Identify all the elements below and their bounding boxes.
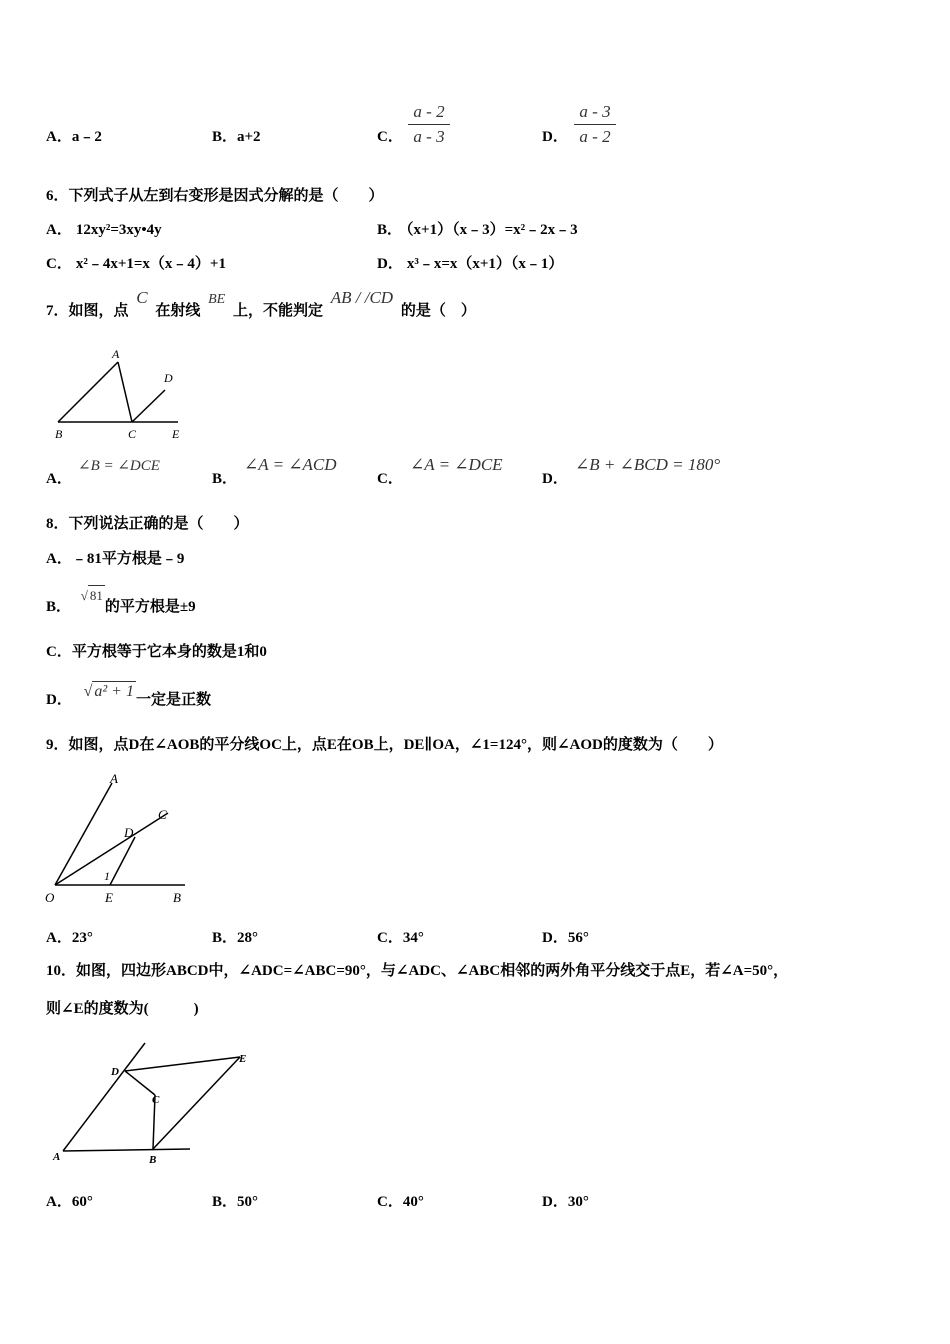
q10-option-a: A．60° bbox=[46, 1194, 93, 1210]
q10-stem-line-2: 则∠E的度数为( ) bbox=[46, 1001, 199, 1017]
q8-option-b: B． √ 81的平方根是±9 bbox=[46, 596, 196, 617]
q5-option-c-numerator: a - 2 bbox=[413, 102, 445, 121]
q6-option-a: A． 12xy²=3xy•4y bbox=[46, 222, 162, 238]
q8-option-d-sqrt: √ a² + 1 bbox=[83, 683, 134, 700]
q10-fig-label-b: B bbox=[149, 1154, 157, 1166]
q9-fig-label-c: C bbox=[158, 807, 167, 822]
q8-stem: 8．下列说法正确的是（ ） bbox=[46, 516, 249, 532]
q7-option-d-label: D． bbox=[542, 471, 568, 487]
q5-option-d-denominator: a - 2 bbox=[579, 127, 611, 146]
q7-option-d: ∠B + ∠BCD = 180° bbox=[575, 455, 721, 474]
q9-option-a: A．23° bbox=[46, 930, 93, 946]
q7-fig-label-b: B bbox=[55, 427, 63, 441]
q7-option-c-label: C． bbox=[377, 471, 403, 487]
q7-option-a: ∠B = ∠DCE bbox=[78, 458, 160, 474]
q5-option-b: B．a+2 bbox=[212, 129, 261, 145]
q9-fig-label-b: B bbox=[173, 890, 181, 905]
q9-fig-label-o: O bbox=[45, 890, 55, 905]
q9-option-d: D．56° bbox=[542, 930, 589, 946]
q5-option-d-numerator: a - 3 bbox=[579, 102, 611, 121]
q7-fig-label-d: D bbox=[164, 371, 173, 385]
q6-stem: 6．下列式子从左到右变形是因式分解的是（ ） bbox=[46, 188, 384, 204]
q7-option-b-label: B． bbox=[212, 471, 238, 487]
q8-option-d: D． √ a² + 1 一定是正数 bbox=[46, 683, 211, 708]
q9-stem: 9．如图，点D在∠AOB的平分线OC上，点E在OB上，DE∥OA，∠1=124°，则∠AOD的度数为（ ） bbox=[46, 737, 723, 753]
q6-option-b: B． （x+1）（x﹣3）=x²﹣2x﹣3 bbox=[377, 222, 578, 238]
q7-fig-label-c: C bbox=[128, 427, 137, 441]
q10-fig-label-d: D bbox=[111, 1066, 119, 1078]
q9-fig-label-e: E bbox=[105, 890, 113, 905]
q10-stem-line-1: 10．如图，四边形ABCD中，∠ADC=∠ABC=90°，与∠ADC、∠ABC相邻的两外角平分线交于点E，若∠A=50°， bbox=[46, 963, 789, 979]
q9-option-b: B．28° bbox=[212, 930, 259, 946]
q7-option-c: ∠A = ∠DCE bbox=[410, 455, 503, 474]
q7-ray-be: BE bbox=[208, 292, 226, 307]
q5-option-d-label: D． bbox=[542, 129, 568, 145]
q6-option-c: C． x²﹣4x+1=x（x﹣4）+1 bbox=[46, 256, 226, 272]
q8-option-a: A．﹣81平方根是﹣9 bbox=[46, 551, 185, 567]
q10-fig-label-a: A bbox=[53, 1151, 61, 1163]
q5-option-c-label: C． bbox=[377, 129, 403, 145]
q7-parallel-expr: AB / /CD bbox=[330, 288, 394, 307]
q5-option-d-fraction bbox=[574, 101, 616, 148]
q10-figure bbox=[45, 1035, 260, 1170]
q9-fig-label-d: D bbox=[124, 825, 134, 840]
q10-fig-label-e: E bbox=[239, 1053, 247, 1065]
q9-figure bbox=[40, 765, 200, 910]
q6-option-d: D． x³﹣x=x（x+1）（x﹣1） bbox=[377, 256, 564, 272]
q10-fig-label-c: C bbox=[152, 1094, 160, 1106]
q8-option-b-sqrt: √ 81 bbox=[81, 585, 105, 606]
q10-option-b: B．50° bbox=[212, 1194, 259, 1210]
q10-option-d: D．30° bbox=[542, 1194, 589, 1210]
q9-fig-label-a: A bbox=[110, 771, 118, 786]
q5-option-c-denominator: a - 3 bbox=[413, 127, 445, 146]
q7-figure bbox=[50, 340, 200, 445]
q8-option-c: C．平方根等于它本身的数是1和0 bbox=[46, 644, 267, 660]
q7-point-c: C bbox=[136, 288, 148, 307]
q7-fig-label-a: A bbox=[112, 347, 120, 361]
q7-fig-label-e: E bbox=[172, 427, 180, 441]
q9-fig-label-1: 1 bbox=[104, 869, 110, 883]
q7-option-a-label: A． bbox=[46, 471, 72, 487]
q7-option-b: ∠A = ∠ACD bbox=[244, 455, 337, 474]
q5-option-a: A．a﹣2 bbox=[46, 129, 102, 145]
q9-option-c: C．34° bbox=[377, 930, 424, 946]
q5-option-c-fraction bbox=[408, 101, 450, 148]
q7-stem: 7．如图，点 C 在射线 BE 上，不能判定 AB / /CD 的是（ ） bbox=[46, 288, 476, 319]
q10-option-c: C．40° bbox=[377, 1194, 424, 1210]
